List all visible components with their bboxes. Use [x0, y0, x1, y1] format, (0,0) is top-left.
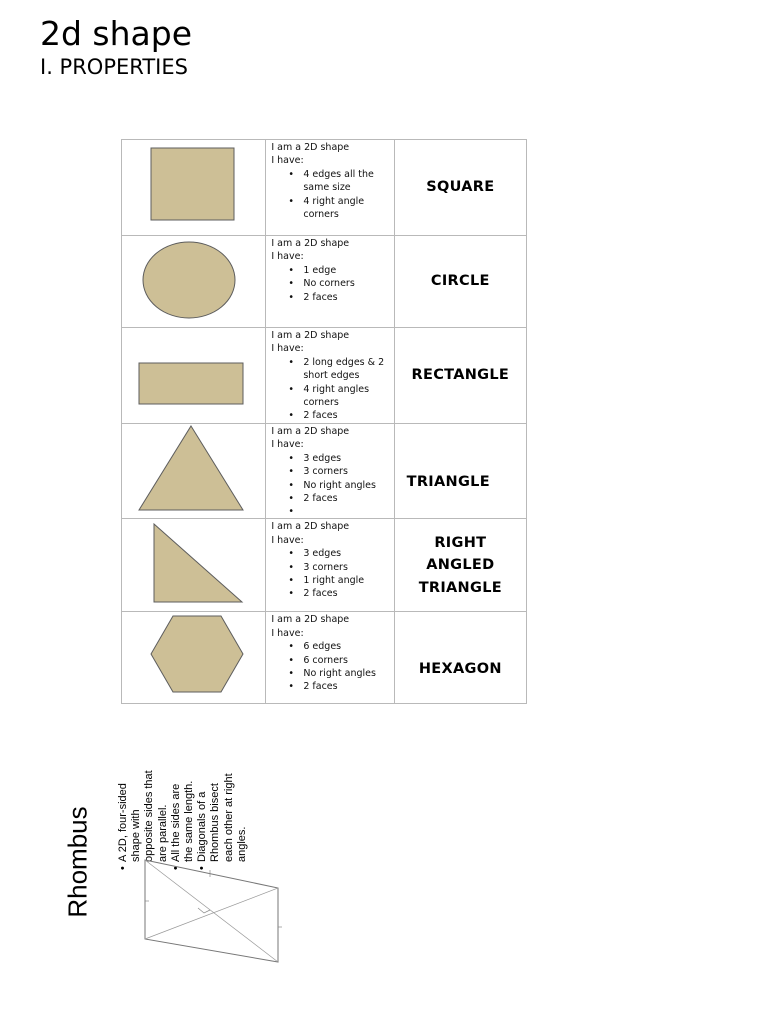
right-triangle-icon — [122, 519, 266, 611]
intro-line: I am a 2D shape — [271, 521, 350, 533]
shape-picture-cell — [122, 328, 266, 424]
property-list — [271, 452, 393, 519]
property-item: • 2 faces — [303, 409, 393, 422]
shapes-table — [121, 139, 527, 704]
rhombus-fact: • A 2D, four-sided shape with opposite sides that are parallel. — [117, 770, 170, 862]
intro-line: I am a 2D shape — [271, 426, 350, 437]
table-row — [122, 236, 527, 328]
shape-picture-cell — [122, 519, 266, 612]
property-item: • 2 faces — [303, 492, 393, 505]
rhombus-diagram-icon — [140, 855, 285, 970]
property-list — [271, 356, 393, 423]
shape-name: TRIANGLE — [406, 473, 490, 490]
property-item — [303, 505, 393, 518]
property-item: • 2 faces — [303, 587, 393, 600]
property-item: • 6 edges — [303, 640, 393, 653]
circle-icon — [122, 236, 266, 327]
property-list — [271, 640, 393, 694]
shape-picture-cell — [122, 236, 266, 328]
shape-name-cell — [394, 424, 526, 519]
have-line: I have: — [271, 155, 304, 167]
table-row — [122, 328, 527, 424]
shape-name-cell — [394, 140, 526, 236]
table-row — [122, 140, 527, 236]
shape-name-cell — [394, 519, 526, 612]
shape-picture-cell — [122, 140, 266, 236]
page-title: 2d shape — [40, 14, 193, 53]
property-item: • No right angles — [303, 667, 393, 680]
property-item: • 4 right angles corners — [303, 383, 393, 410]
table-row — [122, 612, 527, 704]
have-line: I have: — [271, 627, 304, 639]
shape-name-cell — [394, 328, 526, 424]
property-item: • 3 edges — [303, 452, 393, 465]
rectangle-icon — [122, 328, 266, 423]
intro-line: I am a 2D shape — [271, 142, 350, 153]
property-item: • 4 right angle corners — [303, 195, 393, 222]
have-line: I have: — [271, 534, 304, 546]
have-line: I have: — [271, 251, 304, 263]
shape-description-cell — [266, 424, 394, 519]
have-line: I have: — [271, 439, 304, 451]
property-item: • 2 long edges & 2 short edges — [303, 356, 393, 383]
shape-name-cell — [394, 236, 526, 328]
rhombus-title: Rhombus — [62, 806, 93, 918]
rhombus-fact: • Diagonals of a Rhombus bisect each other at right angles. — [196, 770, 249, 862]
property-item: • 3 corners — [303, 561, 393, 574]
property-list — [271, 168, 393, 222]
shape-name-cell — [394, 612, 526, 704]
property-list — [271, 264, 393, 304]
triangle-icon — [122, 424, 266, 518]
intro-line: I am a 2D shape — [271, 330, 350, 341]
shape-name: HEXAGON — [418, 660, 502, 677]
shape-picture-cell — [122, 612, 266, 704]
shape-name: RECTANGLE — [411, 367, 510, 384]
hexagon-icon — [122, 612, 266, 703]
rhombus-fact: • All the sides are the same length. — [170, 770, 196, 862]
property-item: • 2 faces — [303, 291, 393, 304]
shape-picture-cell — [122, 424, 266, 519]
table-row — [122, 424, 527, 519]
shape-description-cell — [266, 236, 394, 328]
square-icon — [122, 140, 266, 235]
property-item: • 2 faces — [303, 680, 393, 693]
property-list — [271, 547, 393, 601]
shape-description-cell — [266, 328, 394, 424]
have-line: I have: — [271, 343, 304, 355]
table-row — [122, 519, 527, 612]
property-item: • 3 edges — [303, 547, 393, 560]
property-item: • 1 edge — [303, 264, 393, 277]
shape-description-cell — [266, 140, 394, 236]
shape-name: CIRCLE — [430, 273, 490, 290]
property-item: • 6 corners — [303, 654, 393, 667]
property-item: • No right angles — [303, 479, 393, 492]
shape-name: SQUARE — [426, 179, 495, 196]
property-item: • 3 corners — [303, 465, 393, 478]
shape-description-cell — [266, 612, 394, 704]
property-item: • No corners — [303, 277, 393, 290]
intro-line: I am a 2D shape — [271, 238, 350, 249]
shape-name: RIGHT ANGLED TRIANGLE — [418, 534, 502, 596]
shape-description-cell — [266, 519, 394, 612]
section-heading: I. PROPERTIES — [40, 55, 188, 79]
property-item: • 4 edges all the same size — [303, 168, 393, 195]
intro-line: I am a 2D shape — [271, 614, 350, 626]
property-item: • 1 right angle — [303, 574, 393, 587]
